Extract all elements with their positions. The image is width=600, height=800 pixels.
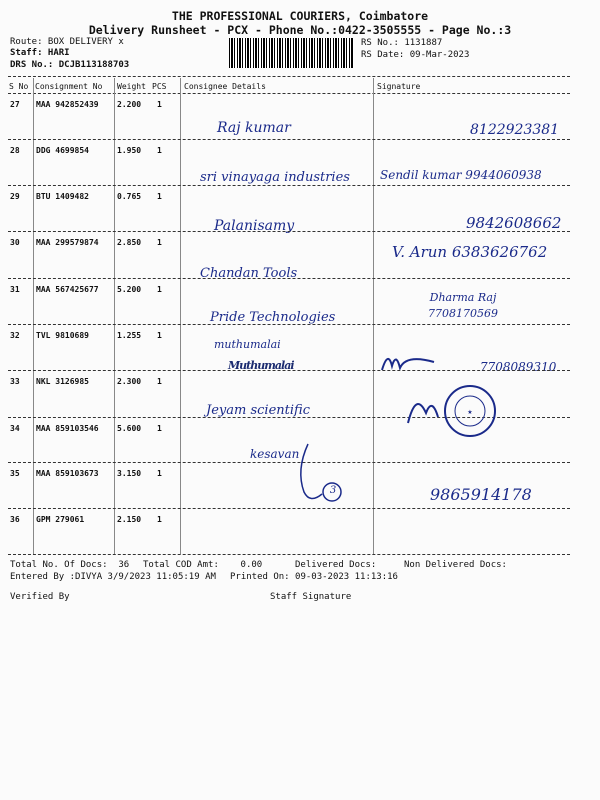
row-weight: 1.255	[117, 331, 142, 340]
row-sno: 35	[10, 469, 20, 478]
row-consignment: MAA 942852439	[36, 100, 99, 109]
row-sno: 34	[10, 424, 20, 433]
col-divider	[33, 78, 34, 554]
col-header-consignment: Consignment No	[35, 82, 103, 91]
row-sno: 33	[10, 377, 20, 386]
page-title: THE PROFESSIONAL COURIERS, Coimbatore	[171, 9, 429, 23]
row-consignment: BTU 1409482	[36, 192, 89, 201]
row-sno: 29	[10, 192, 20, 201]
non-delivered-docs: Non Delivered Docs:	[404, 560, 507, 570]
runsheet-subtitle: Delivery Runsheet - PCX - Phone No.:0422-3505555 - Page No.:3	[88, 23, 512, 37]
col-header-weight: Weight	[117, 82, 146, 91]
row-consignment: MAA 859103673	[36, 469, 99, 478]
col-header-sno: S No	[9, 82, 29, 91]
staff-label: Staff: HARI	[10, 48, 70, 58]
row-consignment: TVL 9810689	[36, 331, 89, 340]
consignee-handwriting: sri vinayaga industries	[200, 170, 350, 185]
row-weight: 2.850	[117, 238, 142, 247]
row-pcs: 1	[157, 146, 162, 155]
signature-handwriting: 7708089310	[480, 360, 557, 374]
col-header-consignee: Consignee Details	[184, 82, 266, 91]
row-consignment: MAA 567425677	[36, 285, 99, 294]
signature-handwriting: V. Arun 6383626762	[392, 243, 548, 261]
col-header-signature: Signature	[377, 82, 421, 91]
col-divider	[180, 78, 181, 554]
row-pcs: 1	[157, 238, 162, 247]
table-top-rule	[8, 76, 570, 77]
signature-scribble	[378, 348, 438, 376]
row-weight: 1.950	[117, 146, 142, 155]
row-consignment: DDG 4699854	[36, 146, 89, 155]
row-consignment: MAA 299579874	[36, 238, 99, 247]
row-pcs: 1	[157, 192, 162, 201]
verified-by: Verified By	[10, 592, 70, 602]
row-pcs: 1	[157, 285, 162, 294]
consignee-handwriting: muthumalai	[214, 338, 281, 351]
svg-text:★: ★	[467, 409, 473, 416]
row-consignment: GPM 279061	[36, 515, 85, 524]
col-divider	[373, 78, 374, 554]
barcode	[229, 38, 354, 68]
row-weight: 5.200	[117, 285, 142, 294]
company-stamp	[406, 383, 498, 439]
consignee-handwriting: Raj kumar	[217, 120, 291, 136]
header-rule	[8, 93, 570, 94]
col-divider	[114, 78, 115, 554]
route-label: Route: BOX DELIVERY x	[10, 37, 124, 47]
printed-on: Printed On: 09-03-2023 11:13:16	[230, 572, 398, 582]
row-weight: 2.150	[117, 515, 142, 524]
rs-date: RS Date: 09-Mar-2023	[361, 50, 470, 60]
row-sno: 36	[10, 515, 20, 524]
signature-handwriting: 9842608662	[466, 214, 562, 232]
row-consignment: MAA 859103546	[36, 424, 99, 433]
drs-number: DRS No.: DCJB113188703	[10, 60, 130, 70]
muthumalai-scribble: Muthumalai	[228, 359, 294, 372]
consignee-handwriting: Pride Technologies	[210, 310, 336, 325]
row-sno: 31	[10, 285, 20, 294]
row-pcs: 1	[157, 515, 162, 524]
consignee-handwriting: Jeyam scientific	[206, 403, 310, 418]
rs-number: RS No.: 1131887	[361, 38, 443, 48]
consignee-handwriting: Chandan Tools	[200, 266, 298, 281]
col-header-pcs: PCS	[152, 82, 167, 91]
signature-handwriting: 9865914178	[430, 485, 532, 504]
row-weight: 2.300	[117, 377, 142, 386]
row-weight: 0.765	[117, 192, 142, 201]
bracket-mark	[290, 440, 350, 510]
signature-handwriting: 8122923381	[470, 122, 560, 138]
row-weight: 3.150	[117, 469, 142, 478]
row-sno: 32	[10, 331, 20, 340]
circled-number: 3	[329, 485, 337, 496]
signature-handwriting: Sendil kumar 9944060938	[380, 168, 542, 182]
row-weight: 2.200	[117, 100, 142, 109]
row-pcs: 1	[157, 377, 162, 386]
row-sno: 30	[10, 238, 20, 247]
row-consignment: NKL 3126985	[36, 377, 89, 386]
total-docs: Total No. Of Docs: 36	[10, 560, 130, 570]
row-sno: 27	[10, 100, 20, 109]
signature-handwriting: Dharma Raj 7708170569	[428, 291, 498, 320]
row-sno: 28	[10, 146, 20, 155]
entered-by: Entered By :DIVYA 3/9/2023 11:05:19 AM	[10, 572, 216, 582]
delivered-docs: Delivered Docs:	[295, 560, 377, 570]
consignee-handwriting: kesavan	[250, 447, 300, 461]
total-cod: Total COD Amt: 0.00	[143, 560, 263, 570]
row-pcs: 1	[157, 331, 162, 340]
staff-signature: Staff Signature	[270, 592, 352, 602]
consignee-handwriting: Palanisamy	[214, 218, 295, 234]
row-pcs: 1	[157, 100, 162, 109]
row-weight: 5.600	[117, 424, 142, 433]
row-pcs: 1	[157, 424, 162, 433]
row-pcs: 1	[157, 469, 162, 478]
